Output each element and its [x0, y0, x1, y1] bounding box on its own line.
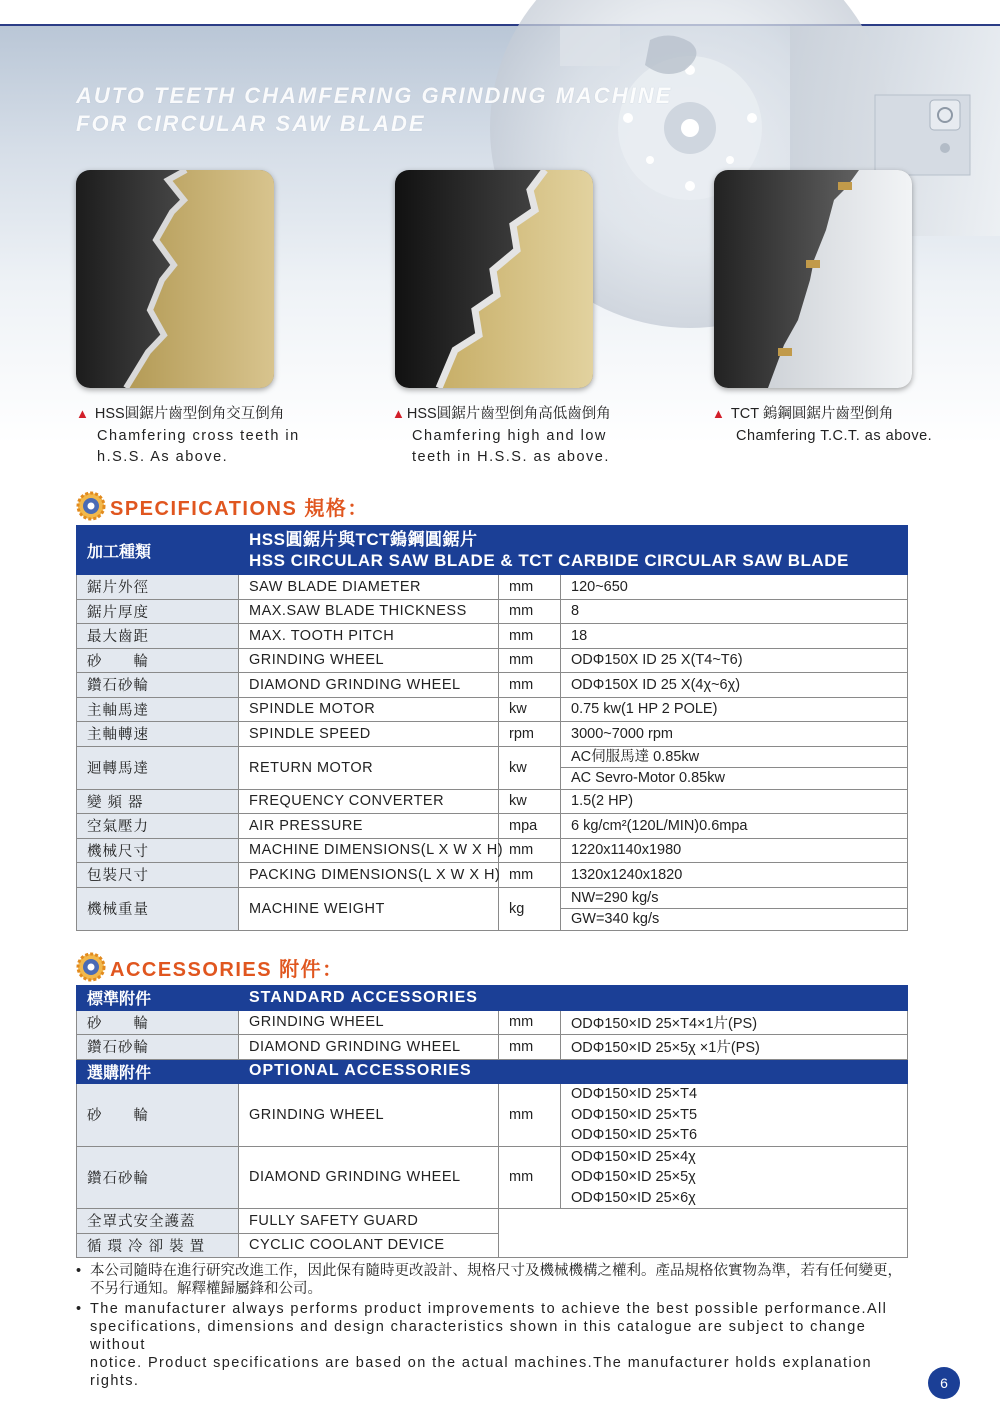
spec-value-line-2: AC Sevro-Motor 0.85kw	[571, 769, 725, 786]
spec-value: 1.5(2 HP)	[561, 789, 908, 814]
table-row	[77, 789, 908, 814]
spec-label-zh: 鑽石砂輪	[77, 673, 239, 698]
note-zh: • 本公司隨時在進行研究改進工作，因此保有隨時更改設計、規格尺寸及機械機構之權利。產品規格依實物為準，若有任何變更， 不另行通知。解釋權歸屬鋒和公司。	[76, 1263, 902, 1297]
spec-value-line-2: GW=340 kg/s	[571, 910, 660, 927]
spec-label-en: MAX. TOOTH PITCH	[239, 624, 499, 649]
spec-label-zh: 主軸轉速	[77, 722, 239, 747]
spec-value-line-1: NW=290 kg/s	[561, 888, 907, 909]
accessories-table	[76, 985, 908, 1258]
accessory-label-zh: 鑽石砂輪	[77, 1035, 239, 1060]
spec-value	[561, 887, 908, 930]
accessory-value: ODΦ150×ID 25×T4×1片(PS)	[561, 1010, 908, 1035]
table-header-title: HSS圓鋸片與TCT鎢鋼圓鋸片 HSS CIRCULAR SAW BLADE & TCT CARBIDE CIRCULAR SAW BLADE	[239, 526, 908, 575]
accessories-heading: ACCESSORIES 附件：	[76, 952, 344, 982]
table-header-category: 加工種類	[77, 526, 239, 575]
spec-value: 8	[561, 599, 908, 624]
table-row	[77, 887, 908, 930]
optional-accessories-header	[77, 1059, 908, 1084]
spec-label-zh: 變 頻 器	[77, 789, 239, 814]
table-row	[77, 863, 908, 888]
accessory-value	[561, 1084, 908, 1147]
spec-label-zh: 包裝尺寸	[77, 863, 239, 888]
spec-label-en: MAX.SAW BLADE THICKNESS	[239, 599, 499, 624]
accessory-value-line: ODΦ150×ID 25×T4	[571, 1086, 698, 1102]
accessory-label-zh: 砂 輪	[77, 1084, 239, 1147]
spec-value: 3000~7000 rpm	[561, 722, 908, 747]
table-row	[77, 746, 908, 789]
spec-label-en: AIR PRESSURE	[239, 814, 499, 839]
hss-saw-blade-cross-chamfer-photo	[76, 170, 274, 388]
spec-value: ODΦ150X ID 25 X(4χ~6χ)	[561, 673, 908, 698]
accessory-label-zh: 循 環 冷 卻 裝 置	[77, 1233, 239, 1258]
spec-unit: mpa	[499, 814, 561, 839]
optional-accessories-header-en: OPTIONAL ACCESSORIES	[239, 1059, 908, 1084]
title-line-1: AUTO TEETH CHAMFERING GRINDING MACHINE	[76, 83, 673, 108]
spec-label-en: MACHINE DIMENSIONS(L X W X H)	[239, 838, 499, 863]
accessory-label-zh: 砂 輪	[77, 1010, 239, 1035]
table-row	[77, 697, 908, 722]
accessory-label-en: DIAMOND GRINDING WHEEL	[239, 1146, 499, 1209]
table-row	[77, 575, 908, 600]
spec-value: 120~650	[561, 575, 908, 600]
table-row	[77, 673, 908, 698]
spec-value: 18	[561, 624, 908, 649]
spec-unit: mm	[499, 599, 561, 624]
accessory-value-line: ODΦ150×ID 25×6χ	[571, 1189, 696, 1206]
spec-value: 1320x1240x1820	[561, 863, 908, 888]
photo-caption-3: ▲ TCT 鎢鋼圓鋸片齒型倒角 Chamfering T.C.T. as above.	[712, 406, 933, 444]
table-row	[77, 648, 908, 673]
spec-label-zh: 機械尺寸	[77, 838, 239, 863]
disclaimer-notes	[76, 1262, 916, 1390]
accessory-unit: mm	[499, 1084, 561, 1147]
spec-value: 1220x1140x1980	[561, 838, 908, 863]
photo-caption-1: ▲ HSS圓鋸片齒型倒角交互倒角 Chamfering cross teeth in h.S.S. As above.	[76, 406, 300, 465]
accessory-empty-cell	[499, 1209, 908, 1258]
specifications-table	[76, 525, 908, 931]
spec-value-line-1: AC伺服馬達 0.85kw	[561, 747, 907, 768]
spec-label-zh: 主軸馬達	[77, 697, 239, 722]
hss-saw-blade-high-low-chamfer-photo	[395, 170, 593, 388]
standard-accessories-header-en: STANDARD ACCESSORIES	[239, 986, 908, 1011]
note-en: • The manufacturer always performs product improvements to achieve the best possible performance.All specifications, dimensions and design characteristics shown in this catalogue are subject to change without notice. Product specifications are based on the actual machines.The manufacturer holds explanation rights.	[76, 1301, 888, 1389]
table-row	[77, 599, 908, 624]
accessory-label-zh: 全罩式安全護蓋	[77, 1209, 239, 1234]
standard-accessories-header	[77, 986, 908, 1011]
spec-label-zh: 鋸片外徑	[77, 575, 239, 600]
red-triangle-icon: ▲	[712, 406, 725, 421]
table-row	[77, 1010, 908, 1035]
table-row	[77, 1084, 908, 1147]
spec-unit: rpm	[499, 722, 561, 747]
red-triangle-icon: ▲	[76, 406, 89, 421]
red-triangle-icon: ▲	[392, 406, 405, 421]
spec-value: 6 kg/cm²(120L/MIN)0.6mpa	[561, 814, 908, 839]
spec-value: ODΦ150X ID 25 X(T4~T6)	[561, 648, 908, 673]
accessory-label-en: GRINDING WHEEL	[239, 1010, 499, 1035]
table-row	[77, 814, 908, 839]
spec-label-zh: 最大齒距	[77, 624, 239, 649]
gear-icon	[76, 952, 106, 982]
spec-unit: mm	[499, 648, 561, 673]
tct-saw-blade-chamfer-photo	[714, 170, 912, 388]
spec-label-en: SPINDLE SPEED	[239, 722, 499, 747]
accessory-unit: mm	[499, 1010, 561, 1035]
spec-unit: mm	[499, 575, 561, 600]
spec-label-en: DIAMOND GRINDING WHEEL	[239, 673, 499, 698]
spec-label-zh: 空氣壓力	[77, 814, 239, 839]
spec-unit: mm	[499, 673, 561, 698]
table-row	[77, 1146, 908, 1209]
spec-label-zh: 迴轉馬達	[77, 746, 239, 789]
accessory-unit: mm	[499, 1146, 561, 1209]
table-row	[77, 624, 908, 649]
spec-label-en: RETURN MOTOR	[239, 746, 499, 789]
accessory-value-line: ODΦ150×ID 25×5χ	[571, 1169, 696, 1185]
spec-label-en: SAW BLADE DIAMETER	[239, 575, 499, 600]
accessory-label-en: FULLY SAFETY GUARD	[239, 1209, 499, 1234]
table-row	[77, 722, 908, 747]
spec-label-zh: 砂 輪	[77, 648, 239, 673]
spec-label-en: PACKING DIMENSIONS(L X W X H)	[239, 863, 499, 888]
spec-value	[561, 746, 908, 789]
spec-unit: kw	[499, 746, 561, 789]
table-row	[77, 838, 908, 863]
accessory-label-en: GRINDING WHEEL	[239, 1084, 499, 1147]
accessory-unit: mm	[499, 1035, 561, 1060]
spec-unit: mm	[499, 838, 561, 863]
spec-unit: mm	[499, 863, 561, 888]
accessory-value: ODΦ150×ID 25×5χ ×1片(PS)	[561, 1035, 908, 1060]
spec-label-zh: 鋸片厚度	[77, 599, 239, 624]
spec-unit: kg	[499, 887, 561, 930]
spec-label-en: SPINDLE MOTOR	[239, 697, 499, 722]
spec-label-en: FREQUENCY CONVERTER	[239, 789, 499, 814]
accessory-value	[561, 1146, 908, 1209]
title-line-2: FOR CIRCULAR SAW BLADE	[76, 111, 426, 136]
spec-value: 0.75 kw(1 HP 2 POLE)	[561, 697, 908, 722]
spec-label-zh: 機械重量	[77, 887, 239, 930]
photo-caption-2: ▲ HSS圓鋸片齒型倒角高低齒倒角 Chamfering high and low teeth in H.S.S. as above.	[392, 406, 611, 465]
accessory-value-line: ODΦ150×ID 25×T5	[571, 1106, 698, 1123]
accessory-value-line: ODΦ150×ID 25×T6	[571, 1127, 698, 1143]
specifications-heading: SPECIFICATIONS 規格：	[76, 491, 369, 521]
page-number: 6	[928, 1367, 960, 1399]
standard-accessories-header-zh: 標準附件	[77, 986, 239, 1011]
accessory-label-en: DIAMOND GRINDING WHEEL	[239, 1035, 499, 1060]
page-title	[76, 82, 672, 138]
spec-label-en: GRINDING WHEEL	[239, 648, 499, 673]
spec-unit: kw	[499, 789, 561, 814]
spec-unit: mm	[499, 624, 561, 649]
optional-accessories-header-zh: 選購附件	[77, 1059, 239, 1084]
accessory-label-zh: 鑽石砂輪	[77, 1146, 239, 1209]
accessory-label-en: CYCLIC COOLANT DEVICE	[239, 1233, 499, 1258]
gear-icon	[76, 491, 106, 521]
table-row	[77, 1209, 908, 1234]
table-row	[77, 1035, 908, 1060]
spec-unit: kw	[499, 697, 561, 722]
spec-label-en: MACHINE WEIGHT	[239, 887, 499, 930]
accessory-value-line: ODΦ150×ID 25×4χ	[571, 1148, 696, 1165]
